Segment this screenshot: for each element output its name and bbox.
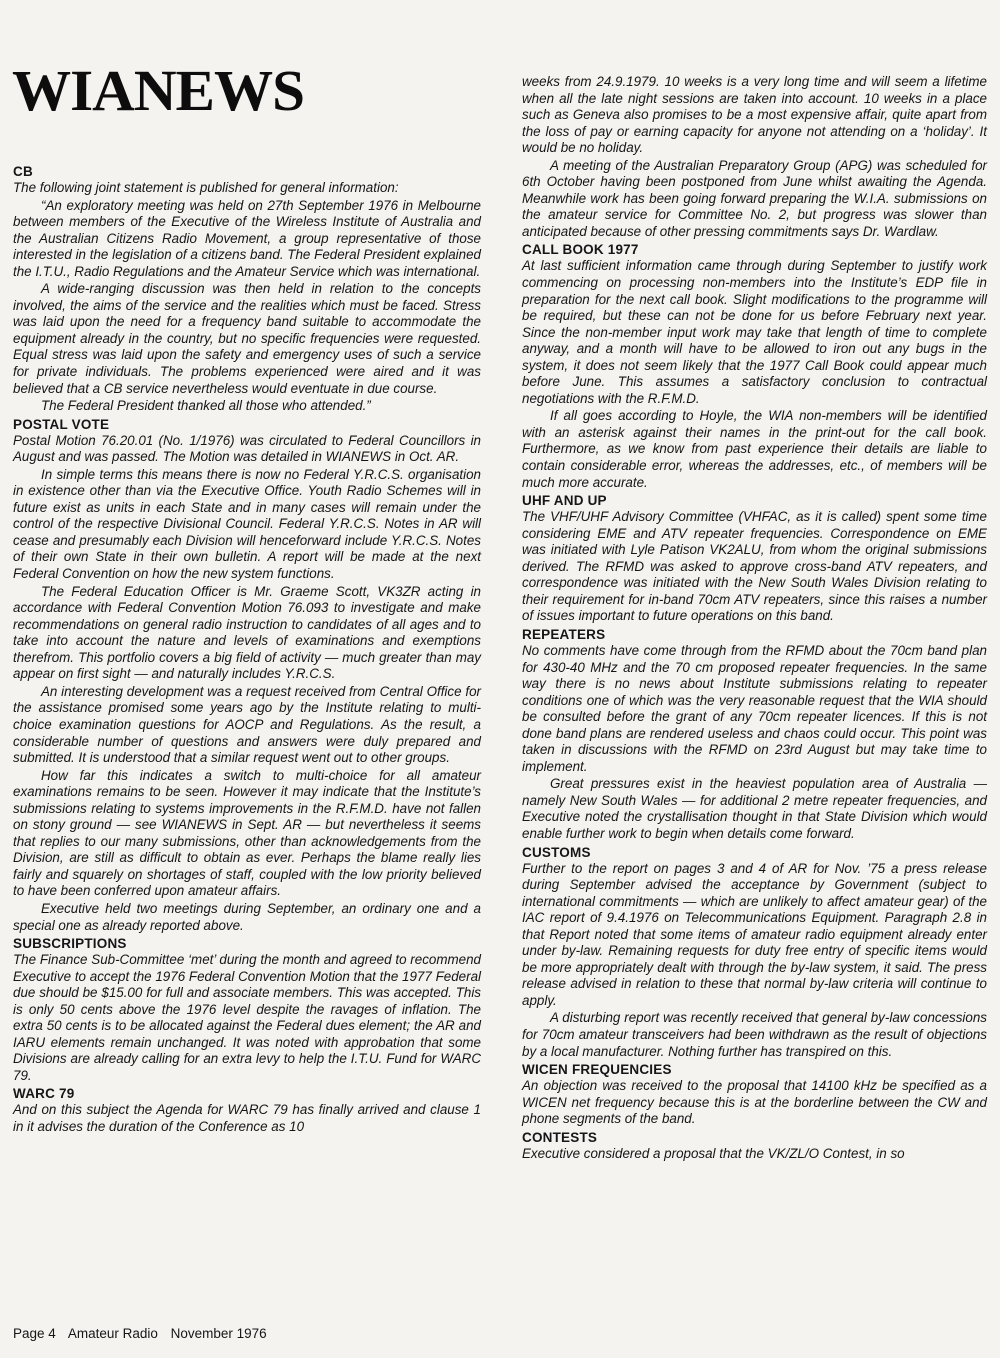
section-heading: CUSTOMS: [522, 844, 591, 860]
section-heading: WARC 79: [13, 1086, 75, 1102]
article-paragraph: Further to the report on pages 3 and 4 of AR for Nov. ’75 a press release during September advised the acceptance by Government (subject to international commitments — which are unlikely to affect amateur gear) of the IAC report of 9.4.1976 on Telecommunications Equipment. Paragraph 2.8 in that Report noted that some items of amateur radio equipment already enter under by-law. Remaining requests for duty free entry of specific items would be more appropriately dealt with through the by-law system, it said. The press release advised in relation to these that normal by-law criteria will continue to apply.: [522, 860, 987, 1008]
article-paragraph: The Federal Education Officer is Mr. Graeme Scott, VK3ZR acting in accordance with Federal Convention Motion 76.093 to investigate and make recommendations on general radio instruction to candidates of all ages and to take into account the nature and levels of examinations and exemptions therefrom. This portfolio covers a big field of activity — much greater than may appear on first sight — and naturally includes Y.R.C.S.: [13, 583, 481, 682]
article-paragraph: Postal Motion 76.20.01 (No. 1/1976) was circulated to Federal Councillors in August and was passed. The Motion was detailed in WIANEWS in Oct. AR.: [13, 432, 481, 465]
article-paragraph: weeks from 24.9.1979. 10 weeks is a very long time and will seem a lifetime when all the late night sessions are taken into account. 10 weeks in a place such as Geneva also promises to be a most expensive affair, quite apart from the loss of pay or earning capacity for anyone not attending on a ‘holiday’. It would be no holiday.: [522, 74, 987, 156]
section-heading: SUBSCRIPTIONS: [13, 936, 127, 952]
footer-publication: Amateur Radio: [67, 1326, 158, 1341]
section-heading: WICEN FREQUENCIES: [522, 1062, 672, 1078]
article-paragraph: A disturbing report was recently received that general by-law concessions for 70cm amateur transceivers had been withdrawn as the result of objections by a local manufacturer. Nothing further has transpired on this.: [522, 1010, 987, 1059]
article-paragraph: Great pressures exist in the heaviest population area of Australia — namely New South Wales — for additional 2 metre repeater frequencies, and Executive noted the crystallisation thought in that State Division which would enable further work to begin when details come forward.: [522, 776, 987, 841]
article-paragraph: The Federal President thanked all those who attended.”: [41, 398, 371, 414]
section-heading: CB: [13, 164, 33, 179]
article-paragraph: A wide-ranging discussion was then held in relation to the concepts involved, the aims of the service and the realities which must be faced. Stress was laid upon the need for a frequency band suitable to accommodate the equipment already in the country, but no specific frequencies were requested. Equal stress was laid upon the safety and emergency uses of such a service for private individuals. The problems experienced were aired and it was believed that a CB service nevertheless would eventuate in due course.: [13, 281, 481, 396]
article-paragraph: The following joint statement is published for general information:: [13, 180, 399, 195]
section-heading: REPEATERS: [522, 626, 606, 642]
article-paragraph: No comments have come through from the RFMD about the 70cm band plan for 430-40 MHz and the 70 cm proposed repeater frequencies. In the same way there is no news about Institute submissions relating to repeater conditions one of which was the very reasonable request that the WIA should be consulted before the grant of any 70cm repeater licences. If this is not done band plans are rendered useless and chaos could occur. This point was taken in discussions with the RFMD on 23rd August but may take time to implement.: [522, 642, 987, 774]
masthead-title: WIANEWS: [12, 58, 305, 123]
article-paragraph: The Finance Sub-Committee ‘met’ during the month and agreed to recommend Executive to accept the 1976 Federal Convention Motion that the 1977 Federal due should be $15.00 for full and associate members. This was accepted. This is only 50 cents above the 1976 level despite the ravages of inflation. The extra 50 cents is to be allocated against the Federal dues element; the AR and IARU elements remain unchanged. It was noted with approbation that some Divisions are already calling for an extra levy to help the I.T.U. Fund for WARC 79.: [13, 952, 481, 1083]
article-paragraph: An interesting development was a request received from Central Office for the assistance promised some years ago by the Institute relating to multi-choice examination questions for AOCP and Regulations. As the result, a considerable number of questions and answers were duly prepared and submitted. It is understood that a similar request went out to other groups.: [13, 683, 481, 766]
article-paragraph: And on this subject the Agenda for WARC 79 has finally arrived and clause 1 in it advises the duration of the Conference as 10: [13, 1102, 481, 1134]
right-column: [522, 74, 987, 1163]
article-paragraph: The VHF/UHF Advisory Committee (VHFAC, as it is called) spent some time considering EME and ATV repeater frequencies. Correspondence on EME was initiated with Lyle Patison VK2ALU, from whom the original submissions derived. The RFMD was asked to approve cross-band ATV repeaters, and correspondence was initiated with the New South Wales Division relating to their requirement for in-band 70cm ATV repeaters, since this raises a number of issues important to future operations on this band.: [522, 509, 987, 624]
article-paragraph: How far this indicates a switch to multi-choice for all amateur examinations remains to be seen. However it may indicate that the Institute’s submissions relating to systems improvements in the R.F.M.D. have not fallen on stony ground — see WIANEWS in Sept. AR — but nevertheless it seems that replies to our many submissions, other than acknowledgements from the Division, are still as difficult to obtain as ever. Perhaps the blame really lies fairly and squarely on shortages of staff, coupled with the low priority believed to have been conferred upon amateur affairs.: [13, 767, 481, 899]
article-paragraph: Executive considered a proposal that the VK/ZL/O Contest, in so: [522, 1145, 905, 1161]
footer-page-number: Page 4: [13, 1326, 56, 1341]
footer-date: November 1976: [170, 1326, 267, 1341]
section-heading: CONTESTS: [522, 1129, 598, 1145]
article-paragraph: In simple terms this means there is now no Federal Y.R.C.S. organisation in existence other than via the Executive Office. Youth Radio Schemes will in future exist as units in each State and in many cases will remain under the control of the respective Divisional Council. Federal Y.R.C.S. Notes in AR will cease and presumably each Division will henceforward include Y.R.C.S. Notes of their own State in their own bulletin. A report will be made at the next Federal Convention on how the new system functions.: [13, 466, 481, 582]
page-footer: [13, 1325, 276, 1342]
article-paragraph: “An exploratory meeting was held on 27th September 1976 in Melbourne between members of the Executive of the Wireless Institute of Australia and the Australian Citizens Radio Movement, a group representative of those interested in the legislation of a citizens band. The Federal President explained the I.T.U., Radio Regulations and the Amateur Service which was international.: [13, 197, 481, 279]
article-paragraph: An objection was received to the proposal that 14100 kHz be specified as a WICEN net frequency because this is at the borderline between the CW and phone segments of the band.: [522, 1078, 987, 1127]
section-heading: UHF AND UP: [522, 493, 607, 509]
article-paragraph: A meeting of the Australian Preparatory Group (APG) was scheduled for 6th October having been postponed from June whilst awaiting the Agenda. Meanwhile work has been going forward preparing the W.I.A. submissions on the amateur service for Committee No. 2, but progress was slower than anticipated because of other pressing commitments says Dr. Wardlaw.: [522, 157, 987, 239]
article-paragraph: If all goes according to Hoyle, the WIA non-members will be identified with an asterisk against their names in the print-out for the call book. Furthermore, as we know from past experience their details are liable to contain considerable error, whereas the addresses, etc., of members will be much more accurate.: [522, 408, 987, 490]
section-heading: CALL BOOK 1977: [522, 242, 639, 258]
left-column: [13, 163, 481, 1137]
section-heading: POSTAL VOTE: [13, 416, 110, 432]
article-paragraph: At last sufficient information came through during September to justify work commencing on processing non-members into the Institute’s EDP file in preparation for the next call book. Slight modifications to the programme will be required, but these can not be done for us before February next year. Since the non-member input work may take that length of time to complete anyway, and a month will have to be allowed to iron out any bugs in the system, it does not seem likely that the 1977 Call Book could appear much before June. This assumes a satisfactory conclusion to contractual negotiations with the R.F.M.D.: [522, 258, 987, 406]
article-paragraph: Executive held two meetings during September, an ordinary one and a special one as already reported above.: [13, 900, 481, 933]
